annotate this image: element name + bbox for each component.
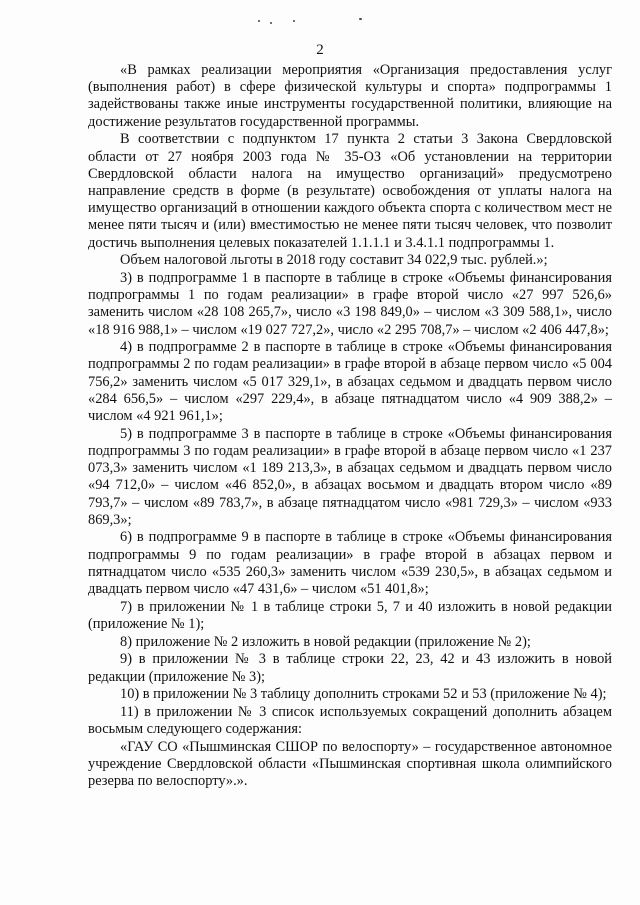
paragraph: Объем налоговой льготы в 2018 году составит 34 022,9 тыс. рублей.»; [120, 252, 548, 269]
paragraph: 6) в подпрограмме 9 в паспорте в таблице в строке «Объемы финансирования подпрограммы 9 по годам реализации» в графе второй в абзацах первом и пятнадцатом число «535 260,3» заменить числом «539 230,5», в абзацах седьмом и двадцать первом число «47 431,6» – числом «51 401,8»; [88, 529, 612, 598]
scan-speck [270, 22, 272, 24]
paragraph: В соответствии с подпунктом 17 пункта 2 статьи 3 Закона Свердловской области от 27 ноября 2003 года № 35-ОЗ «Об установлении на территории Свердловской области налога на имущество организаций» предусмотрено направление средств в форме (в результате) освобождения от уплаты налога на имущество организаций в отношении каждого объекта спорта с количеством мест не менее пяти тысяч и (или) вместимостью не менее пяти тысяч человек, что позволит достичь выполнения целевых показателей 1.1.1.1 и 3.4.1.1 подпрограммы 1. [88, 131, 612, 251]
paragraph: 7) в приложении № 1 в таблице строки 5, 7 и 40 изложить в новой редакции (приложение № 1); [88, 598, 612, 632]
paragraph: 8) приложение № 2 изложить в новой редакции (приложение № 2); [120, 633, 531, 650]
paragraph: «В рамках реализации мероприятия «Организация предоставления услуг (выполнения работ) в сфере физической культуры и спорта» подпрограммы 1 задействованы также иные инструменты государственной политики, влияющие на достижение результатов государственной программы. [88, 62, 612, 130]
document-body [88, 62, 612, 791]
paragraph: 9) в приложении № 3 в таблице строки 22, 23, 42 и 43 изложить в новой редакции (приложение № 3); [88, 651, 612, 685]
page-number: 2 [316, 42, 324, 58]
paragraph: 5) в подпрограмме 3 в паспорте в таблице в строке «Объемы финансирования подпрограммы 3 по годам реализации» в графе второй в абзаце первом число «1 237 073,3» заменить числом «1 189 213,3», в абзацах седьмом и двадцать первом число «94 712,0» – числом «46 852,0», в абзацах восьмом и двадцать втором число «89 793,7» – числом «89 783,7», в абзаце пятнадцатом число «981 729,3» – числом «933 869,3»; [88, 425, 612, 528]
paragraph: 10) в приложении № 3 таблицу дополнить строками 52 и 53 (приложение № 4); [120, 686, 607, 703]
paragraph: 11) в приложении № 3 список используемых сокращений дополнить абзацем восьмым следующего содержания: [88, 704, 612, 738]
paragraph: «ГАУ СО «Пышминская СШОР по велоспорту» – государственное автономное учреждение Свердловской области «Пышминская спортивная школа олимпийского резерва по велоспорту».». [88, 738, 612, 790]
scan-speck [293, 20, 295, 22]
scan-speck [258, 20, 260, 22]
paragraph: 3) в подпрограмме 1 в паспорте в таблице в строке «Объемы финансирования подпрограммы 1 по годам реализации» в графе второй число «27 997 526,6» заменить числом «28 108 265,7», число «3 198 849,0» – числом «3 309 588,1», число «18 916 988,1» – числом «19 027 727,2», число «2 295 708,7» – числом «2 406 447,8»; [88, 269, 612, 338]
scan-speck [359, 18, 362, 20]
paragraph: 4) в подпрограмме 2 в паспорте в таблице в строке «Объемы финансирования подпрограммы 2 по годам реализации» в графе второй в абзаце первом число «5 004 756,2» заменить числом «5 017 329,1», в абзацах седьмом и двадцать первом число «284 656,5» – числом «297 229,4», в абзаце пятнадцатом число «4 909 388,2» – числом «4 921 961,1»; [88, 339, 612, 425]
